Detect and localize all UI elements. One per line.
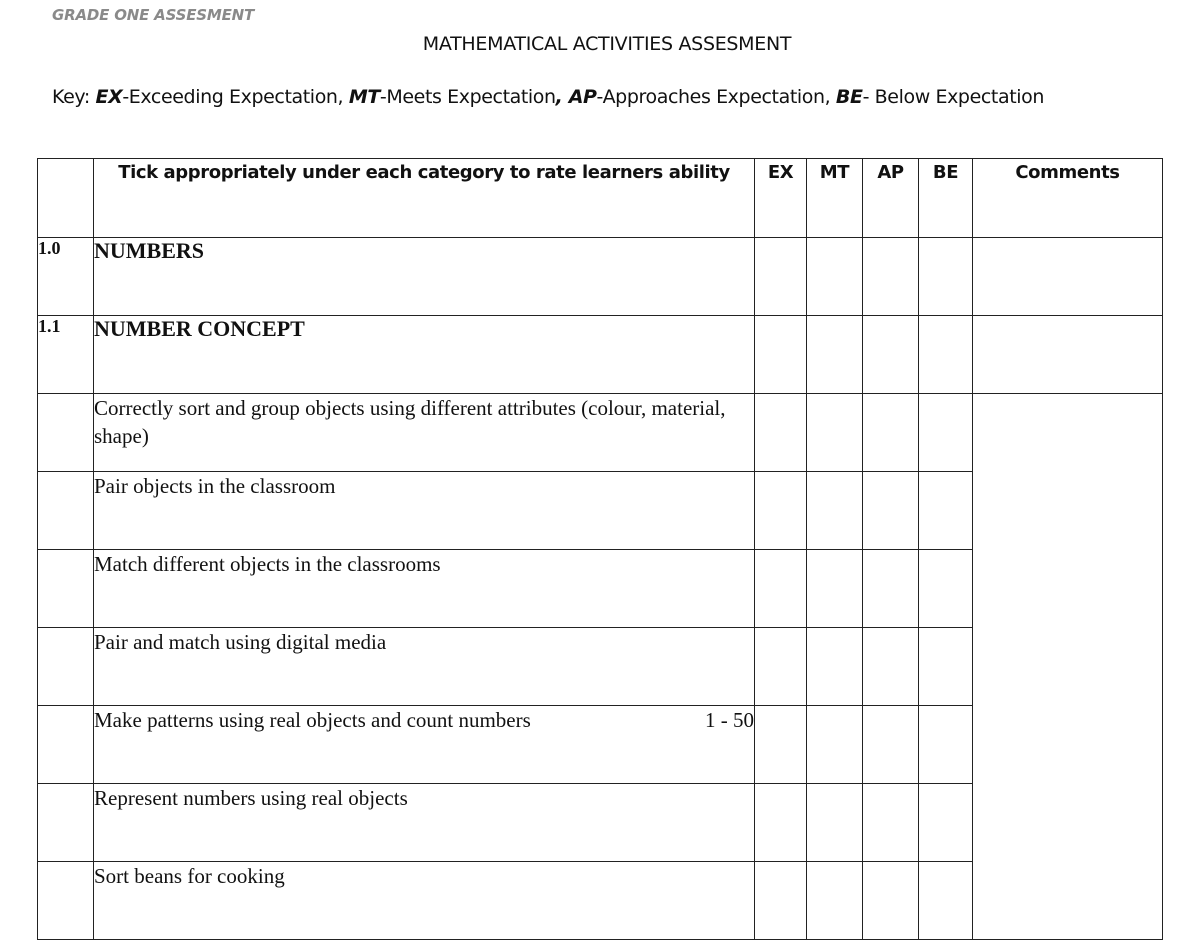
item-description: Represent numbers using real objects <box>94 784 755 862</box>
tick-cell-ex[interactable] <box>755 706 807 784</box>
tick-cell-be[interactable] <box>919 706 973 784</box>
tick-cell-be[interactable] <box>919 628 973 706</box>
tick-cell-ap[interactable] <box>863 238 919 316</box>
tick-cell-ex[interactable] <box>755 628 807 706</box>
tick-cell-mt[interactable] <box>807 628 863 706</box>
tick-cell-be[interactable] <box>919 238 973 316</box>
tick-cell-ex[interactable] <box>755 316 807 394</box>
key-code-be: BE <box>835 86 863 108</box>
tick-cell-ex[interactable] <box>755 862 807 940</box>
item-number-cell <box>38 628 94 706</box>
grade-header: GRADE ONE ASSESMENT <box>52 6 255 24</box>
key-code-mt: MT <box>348 86 380 108</box>
tick-cell-ap[interactable] <box>863 628 919 706</box>
tick-cell-ex[interactable] <box>755 472 807 550</box>
table-row <box>38 394 1163 472</box>
item-number-cell <box>38 862 94 940</box>
section-number: 1.1 <box>38 316 94 394</box>
key-meaning-mt: -Meets Expectation <box>379 86 556 108</box>
item-number-cell <box>38 550 94 628</box>
tick-cell-be[interactable] <box>919 550 973 628</box>
item-description: Sort beans for cooking <box>94 862 755 940</box>
header-mt: MT <box>807 159 863 238</box>
key-meaning-be: - Below Expectation <box>862 86 1045 108</box>
item-number-cell <box>38 706 94 784</box>
tick-cell-be[interactable] <box>919 784 973 862</box>
page-title: MATHEMATICAL ACTIVITIES ASSESMENT <box>422 33 792 55</box>
key-prefix: Key: <box>52 86 90 108</box>
key-meaning-ap: -Approaches Expectation, <box>596 86 831 108</box>
tick-cell-mt[interactable] <box>807 706 863 784</box>
item-description: Pair objects in the classroom <box>94 472 755 550</box>
section-title: NUMBER CONCEPT <box>94 316 755 394</box>
item-number-cell <box>38 472 94 550</box>
item-number-cell <box>38 784 94 862</box>
item-number-range: 1 - 50 <box>705 708 754 732</box>
header-instruction: Tick appropriately under each category to rate learners ability <box>94 159 755 238</box>
tick-cell-ap[interactable] <box>863 550 919 628</box>
key-meaning-ex: -Exceeding Expectation, <box>122 86 344 108</box>
item-description <box>94 706 755 784</box>
comments-merged-cell[interactable] <box>973 394 1163 940</box>
table-header-row <box>38 159 1163 238</box>
tick-cell-mt[interactable] <box>807 238 863 316</box>
tick-cell-ap[interactable] <box>863 706 919 784</box>
item-text: Make patterns using real objects and count numbers <box>94 708 531 732</box>
tick-cell-mt[interactable] <box>807 472 863 550</box>
tick-cell-mt[interactable] <box>807 862 863 940</box>
item-description: Pair and match using digital media <box>94 628 755 706</box>
tick-cell-ex[interactable] <box>755 238 807 316</box>
section-number: 1.0 <box>38 238 94 316</box>
header-number-cell <box>38 159 94 238</box>
item-description: Match different objects in the classrooms <box>94 550 755 628</box>
tick-cell-ex[interactable] <box>755 550 807 628</box>
tick-cell-ap[interactable] <box>863 472 919 550</box>
comment-cell[interactable] <box>973 238 1163 316</box>
section-row <box>38 238 1163 316</box>
tick-cell-ap[interactable] <box>863 316 919 394</box>
tick-cell-mt[interactable] <box>807 316 863 394</box>
tick-cell-ap[interactable] <box>863 394 919 472</box>
header-be: BE <box>919 159 973 238</box>
tick-cell-be[interactable] <box>919 316 973 394</box>
tick-cell-mt[interactable] <box>807 784 863 862</box>
section-row <box>38 316 1163 394</box>
header-comments: Comments <box>973 159 1163 238</box>
tick-cell-be[interactable] <box>919 394 973 472</box>
tick-cell-ex[interactable] <box>755 394 807 472</box>
tick-cell-ap[interactable] <box>863 784 919 862</box>
key-code-ex: EX <box>95 86 123 108</box>
item-number-cell <box>38 394 94 472</box>
assessment-table <box>37 158 1163 940</box>
tick-cell-mt[interactable] <box>807 550 863 628</box>
tick-cell-ex[interactable] <box>755 784 807 862</box>
tick-cell-be[interactable] <box>919 472 973 550</box>
key-code-ap: , AP <box>555 86 597 108</box>
section-title: NUMBERS <box>94 238 755 316</box>
item-description: Correctly sort and group objects using different attributes (colour, material, shape) <box>94 394 755 472</box>
tick-cell-mt[interactable] <box>807 394 863 472</box>
tick-cell-be[interactable] <box>919 862 973 940</box>
tick-cell-ap[interactable] <box>863 862 919 940</box>
comment-cell[interactable] <box>973 316 1163 394</box>
header-ex: EX <box>755 159 807 238</box>
header-ap: AP <box>863 159 919 238</box>
rating-key <box>52 83 1152 112</box>
